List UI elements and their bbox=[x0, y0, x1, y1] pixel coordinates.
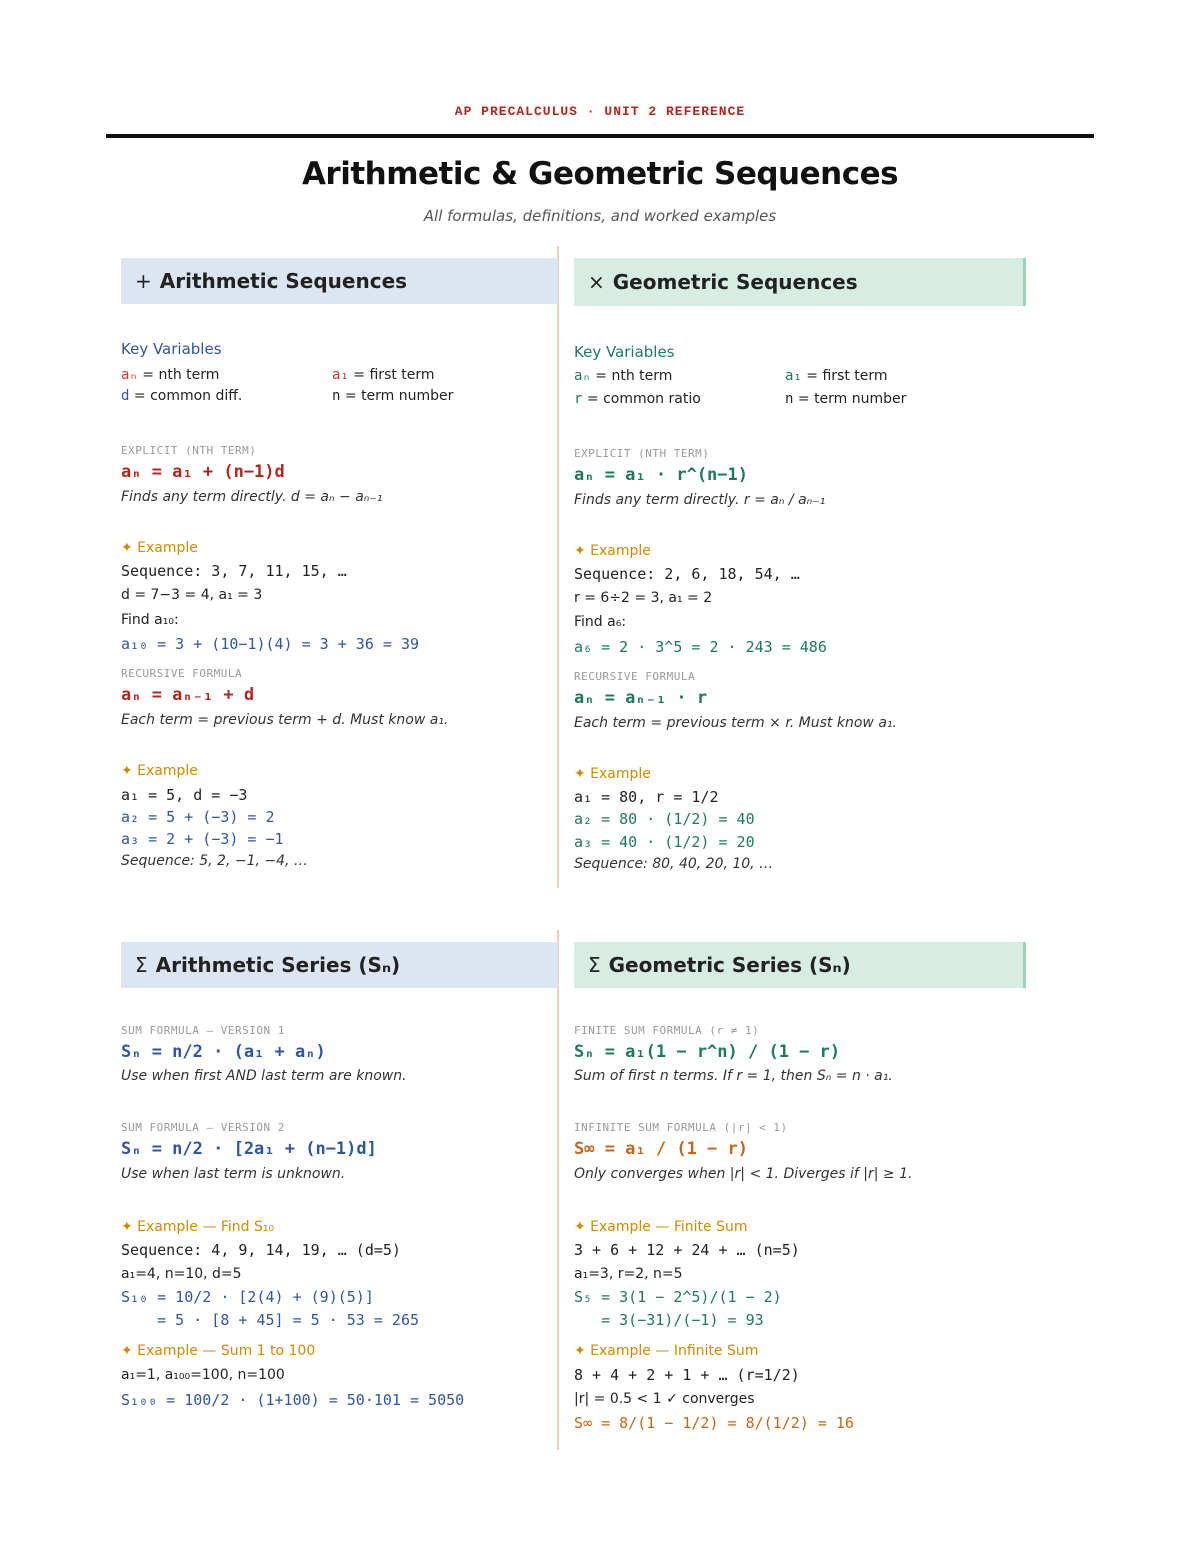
geometric-series-banner bbox=[574, 942, 1026, 988]
key-variables-heading: Key Variables bbox=[574, 343, 675, 361]
example-sequence-result: Sequence: 5, 2, −1, −4, … bbox=[121, 853, 308, 869]
recursive-formula: aₙ = aₙ₋₁ + d bbox=[121, 685, 255, 705]
example-label: ✦ Example bbox=[574, 543, 651, 559]
page-title: Arithmetic & Geometric Sequences bbox=[301, 156, 899, 192]
example-sequence: 8 + 4 + 2 + 1 + … (r=1/2) bbox=[574, 1366, 800, 1384]
infinite-sum-label: INFINITE SUM FORMULA (|r| < 1) bbox=[574, 1121, 788, 1134]
times-icon: × bbox=[588, 270, 605, 294]
example-label: ✦ Example — Finite Sum bbox=[574, 1219, 748, 1235]
example-label: ✦ Example bbox=[574, 766, 651, 782]
section-heading: Arithmetic Series (Sₙ) bbox=[155, 953, 401, 977]
key-variable: aₙ = nth term bbox=[574, 368, 673, 384]
recursive-formula: aₙ = aₙ₋₁ · r bbox=[574, 688, 708, 708]
example-label: ✦ Example bbox=[121, 540, 198, 556]
arithmetic-series-banner bbox=[121, 942, 558, 988]
key-variable: a₁ = first term bbox=[785, 368, 888, 384]
infinite-sum-formula: S∞ = a₁ / (1 − r) bbox=[574, 1139, 748, 1159]
key-variable: n = term number bbox=[785, 391, 907, 407]
explicit-label: EXPLICIT (NTH TERM) bbox=[574, 447, 710, 460]
example-given: |r| = 0.5 < 1 ✓ converges bbox=[574, 1391, 755, 1407]
key-variable: a₁ = first term bbox=[332, 367, 435, 383]
example-label: ✦ Example bbox=[121, 763, 198, 779]
page-subtitle: All formulas, definitions, and worked examples bbox=[423, 207, 777, 225]
sum-formula-note: Use when first AND last term are known. bbox=[121, 1068, 407, 1084]
example-label: ✦ Example — Find S₁₀ bbox=[121, 1219, 275, 1235]
example-sequence-result: Sequence: 80, 40, 20, 10, … bbox=[574, 856, 774, 872]
recursive-label: RECURSIVE FORMULA bbox=[574, 670, 696, 683]
example-sequence: Sequence: 3, 7, 11, 15, … bbox=[121, 562, 347, 580]
explicit-formula: aₙ = a₁ · r^(n−1) bbox=[574, 465, 748, 485]
example-given: a₁=3, r=2, n=5 bbox=[574, 1266, 683, 1282]
example-given: a₁ = 80, r = 1/2 bbox=[574, 788, 719, 806]
sum-formula: Sₙ = n/2 · (a₁ + aₙ) bbox=[121, 1042, 326, 1062]
example-line: = 5 · [8 + 45] = 5 · 53 = 265 bbox=[121, 1311, 420, 1329]
finite-sum-formula: Sₙ = a₁(1 − r^n) / (1 − r) bbox=[574, 1042, 841, 1062]
key-variable: aₙ = nth term bbox=[121, 367, 220, 383]
example-step: d = 7−3 = 4, a₁ = 3 bbox=[121, 587, 263, 603]
example-given: a₁=4, n=10, d=5 bbox=[121, 1266, 242, 1282]
arithmetic-sequences-banner bbox=[121, 258, 558, 304]
example-given: a₁ = 5, d = −3 bbox=[121, 786, 248, 804]
example-label: ✦ Example — Infinite Sum bbox=[574, 1343, 759, 1359]
example-given: a₁=1, a₁₀₀=100, n=100 bbox=[121, 1367, 285, 1383]
example-label: ✦ Example — Sum 1 to 100 bbox=[121, 1343, 316, 1359]
example-line: a₃ = 2 + (−3) = −1 bbox=[121, 830, 284, 848]
infinite-sum-note: Only converges when |r| < 1. Diverges if |r| ≥ 1. bbox=[574, 1166, 913, 1182]
example-sequence: 3 + 6 + 12 + 24 + … (n=5) bbox=[574, 1241, 800, 1259]
section-heading: Arithmetic Sequences bbox=[159, 269, 408, 293]
section-heading: Geometric Series (Sₙ) bbox=[608, 953, 851, 977]
recursive-note: Each term = previous term × r. Must know a₁. bbox=[574, 715, 897, 731]
recursive-label: RECURSIVE FORMULA bbox=[121, 667, 243, 680]
header-rule bbox=[106, 134, 1094, 138]
geometric-sequences-banner bbox=[574, 258, 1026, 306]
example-step: r = 6÷2 = 3, a₁ = 2 bbox=[574, 590, 713, 606]
column-divider-bottom bbox=[557, 930, 559, 1450]
key-variable: r = common ratio bbox=[574, 391, 701, 407]
example-calculation: a₁₀ = 3 + (10−1)(4) = 3 + 36 = 39 bbox=[121, 635, 420, 653]
section-heading: Geometric Sequences bbox=[612, 270, 858, 294]
explicit-label: EXPLICIT (NTH TERM) bbox=[121, 444, 257, 457]
sum-formula: Sₙ = n/2 · [2a₁ + (n−1)d] bbox=[121, 1139, 377, 1159]
example-sequence: Sequence: 4, 9, 14, 19, … (d=5) bbox=[121, 1241, 401, 1259]
example-sequence: Sequence: 2, 6, 18, 54, … bbox=[574, 565, 800, 583]
example-find: Find a₁₀: bbox=[121, 612, 179, 628]
example-calculation: a₆ = 2 · 3^5 = 2 · 243 = 486 bbox=[574, 638, 827, 656]
sum-formula-note: Use when last term is unknown. bbox=[121, 1166, 346, 1182]
explicit-note: Finds any term directly. d = aₙ − aₙ₋₁ bbox=[121, 489, 383, 505]
example-calculation: S₁₀₀ = 100/2 · (1+100) = 50·101 = 5050 bbox=[121, 1391, 465, 1409]
example-line: = 3(−31)/(−1) = 93 bbox=[574, 1311, 764, 1329]
recursive-note: Each term = previous term + d. Must know a₁. bbox=[121, 712, 449, 728]
key-variable: n = term number bbox=[332, 388, 454, 404]
finite-sum-label: FINITE SUM FORMULA (r ≠ 1) bbox=[574, 1024, 760, 1037]
finite-sum-note: Sum of first n terms. If r = 1, then Sₙ = n · a₁. bbox=[574, 1068, 893, 1084]
key-variable: d = common diff. bbox=[121, 388, 243, 404]
explicit-formula: aₙ = a₁ + (n−1)d bbox=[121, 462, 285, 482]
key-variables-heading: Key Variables bbox=[121, 340, 222, 358]
explicit-note: Finds any term directly. r = aₙ / aₙ₋₁ bbox=[574, 492, 826, 508]
example-calculation: S∞ = 8/(1 − 1/2) = 8/(1/2) = 16 bbox=[574, 1414, 854, 1432]
sigma-icon: Σ bbox=[135, 953, 148, 977]
example-line: a₂ = 80 · (1/2) = 40 bbox=[574, 810, 755, 828]
column-divider-top bbox=[557, 246, 559, 888]
sigma-icon: Σ bbox=[588, 953, 601, 977]
example-line: a₃ = 40 · (1/2) = 20 bbox=[574, 833, 755, 851]
plus-icon: + bbox=[135, 269, 152, 293]
unit-tag: AP PRECALCULUS · UNIT 2 REFERENCE bbox=[454, 104, 746, 119]
example-find: Find a₆: bbox=[574, 614, 627, 630]
example-line: S₁₀ = 10/2 · [2(4) + (9)(5)] bbox=[121, 1288, 374, 1306]
sum-formula-label: SUM FORMULA — VERSION 1 bbox=[121, 1024, 285, 1037]
sum-formula-label: SUM FORMULA — VERSION 2 bbox=[121, 1121, 285, 1134]
example-line: S₅ = 3(1 − 2^5)/(1 − 2) bbox=[574, 1288, 782, 1306]
example-line: a₂ = 5 + (−3) = 2 bbox=[121, 808, 275, 826]
